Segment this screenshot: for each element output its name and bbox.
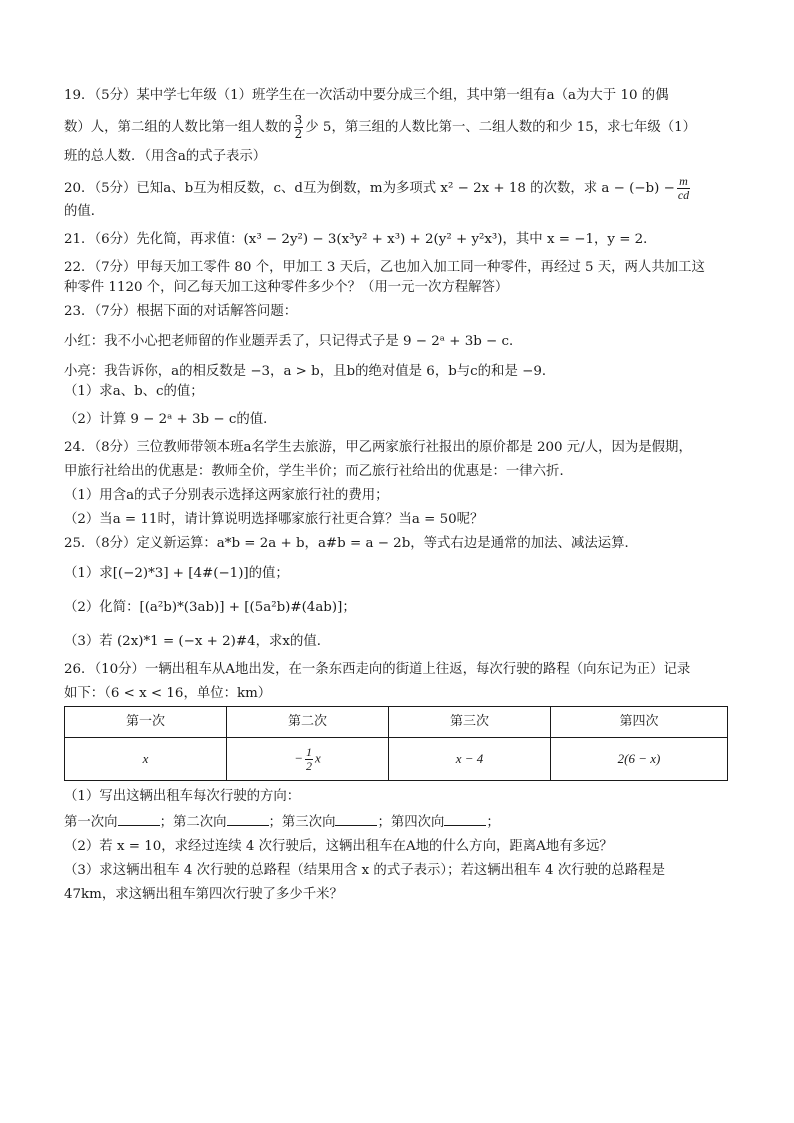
question-19 <box>64 86 734 167</box>
q26-dir-label: 第一次向 <box>64 815 118 830</box>
table-cell-second-sign: − <box>294 749 304 765</box>
answer-blank[interactable] <box>227 811 269 826</box>
q24-line3: （1）用含a的式子分别表示选择这两家旅行社的费用； <box>64 488 389 503</box>
q20-frac-den: cd <box>677 188 690 202</box>
q23-line1: 23．（7分）根据下面的对话解答问题： <box>64 304 298 319</box>
q20-frac-num: m <box>677 175 690 189</box>
q26-dir-label: ； <box>486 815 500 830</box>
q19-line2b: 少 5，第三组的人数比第一、二组人数的和少 15，求七年级（1） <box>305 120 697 135</box>
q26-line3: （1）写出这辆出租车每次行驶的方向： <box>64 789 301 804</box>
q21-line1: 21．（6分）先化简，再求值：(x³ − 2y²) − 3(x³y² + x³) + 2(y² + y²x³)，其中 x = −1，y = 2． <box>64 232 657 247</box>
q23-line5: （2）计算 9 − 2ᵃ + 3b − c的值． <box>64 412 277 427</box>
q19-line1: 19．（5分）某中学七年级（1）班学生在一次活动中要分成三个组，其中第一组有a（a为大于 10 的偶 <box>64 88 669 103</box>
q22-line1: 22．（7分）甲每天加工零件 80 个，甲加工 3 天后，乙也加入加工同一种零件，再经过 5 天，两人共加工这 <box>64 260 705 275</box>
table-cell-second-frac-den: 2 <box>306 758 313 773</box>
q23-line3: 小亮：我告诉你，a的相反数是 −3，a > b，且b的绝对值是 6，b与c的和是 −9． <box>64 364 556 379</box>
table-cell-second <box>227 738 389 781</box>
q24-line4: （2）当a = 11时，请计算说明选择哪家旅行社更合算？当a = 50呢？ <box>64 512 484 527</box>
q26-dir-label: ；第三次向 <box>268 815 336 830</box>
q19-line2 <box>64 114 734 141</box>
q23-line2: 小红：我不小心把老师留的作业题弄丢了，只记得式子是 9 − 2ᵃ + 3b − c． <box>64 334 523 349</box>
question-24 <box>64 438 734 530</box>
q24-line1: 24．（8分）三位教师带领本班a名学生去旅游，甲乙两家旅行社报出的原价都是 200 元/人，因为是假期， <box>64 440 692 455</box>
q19-frac-num: 3 <box>294 113 303 127</box>
exam-page <box>64 86 734 905</box>
q24-line2: 甲旅行社给出的优惠是：教师全价，学生半价；而乙旅行社给出的优惠是：一律六折． <box>64 464 573 479</box>
q26-line7: 47km，求这辆出租车第四次行驶了多少千米？ <box>64 887 343 902</box>
q23-line4: （1）求a、b、c的值； <box>64 384 204 399</box>
question-25 <box>64 534 734 652</box>
question-20 <box>64 175 734 222</box>
question-26 <box>64 660 734 905</box>
q19-frac-den: 2 <box>294 127 303 141</box>
q26-dir-label: ；第二次向 <box>159 815 227 830</box>
q19-line2a: 数）人，第二组的人数比第一组人数的 <box>64 120 292 135</box>
q19-line3: 班的总人数．（用含a的式子表示） <box>64 149 267 164</box>
q26-line2: 如下：（6 < x < 16，单位：km） <box>64 686 272 701</box>
q25-line3: （2）化简：[(a²b)*(3ab)] + [(5a²b)#(4ab)]； <box>64 600 356 615</box>
q19-fraction <box>294 114 304 141</box>
answer-blank[interactable] <box>335 811 377 826</box>
table-header-cell: 第四次 <box>551 707 728 738</box>
table-cell-third: x − 4 <box>389 738 551 781</box>
table-cell-fourth: 2(6 − x) <box>551 738 728 781</box>
table-cell-second-fraction <box>305 746 313 773</box>
question-23 <box>64 302 734 430</box>
q26-line1: 26．（10分）一辆出租车从A地出发，在一条东西走向的街道上往返，每次行驶的路程（向东记为正）记录 <box>64 662 691 677</box>
question-22 <box>64 258 734 298</box>
q22-line2: 种零件 1120 个，问乙每天加工这种零件多少个？（用一元一次方程解答） <box>64 280 509 295</box>
q26-line4 <box>64 811 734 833</box>
q25-line1: 25．（8分）定义新运算：a*b = 2a + b，a#b = a − 2b，等式右边是通常的加法、减法运算． <box>64 536 638 551</box>
q20-line1a: 20．（5分）已知a、b互为相反数，c、d互为倒数，m为多项式 x² − 2x + 18 的次数，求 a − (−b) − <box>64 181 675 196</box>
q20-line1 <box>64 175 734 202</box>
table-cell-second-frac-num: 1 <box>306 744 313 759</box>
answer-blank[interactable] <box>118 811 160 826</box>
q26-line6: （3）求这辆出租车 4 次行驶的总路程（结果用含 x 的式子表示）；若这辆出租车 4 次行驶的总路程是 <box>64 863 665 878</box>
driving-distance-table <box>64 706 728 781</box>
question-21 <box>64 230 734 250</box>
q25-line2: （1）求[(−2)*3] + [4#(−1)]的值； <box>64 566 289 581</box>
q25-line4: （3）若 (2x)*1 = (−x + 2)#4，求x的值． <box>64 634 331 649</box>
table-cell-second-var: x <box>315 749 321 765</box>
q20-fraction <box>677 175 690 202</box>
table-header-cell: 第三次 <box>389 707 551 738</box>
table-cell-first: x <box>65 738 227 781</box>
answer-blank[interactable] <box>444 811 486 826</box>
table-header-cell: 第二次 <box>227 707 389 738</box>
q26-line5: （2）若 x = 10，求经过连续 4 次行驶后，这辆出租车在A地的什么方向，距离A地有多远？ <box>64 839 613 854</box>
table-header-cell: 第一次 <box>65 707 227 738</box>
q26-dir-label: ；第四次向 <box>377 815 445 830</box>
q20-line2: 的值． <box>64 204 105 219</box>
